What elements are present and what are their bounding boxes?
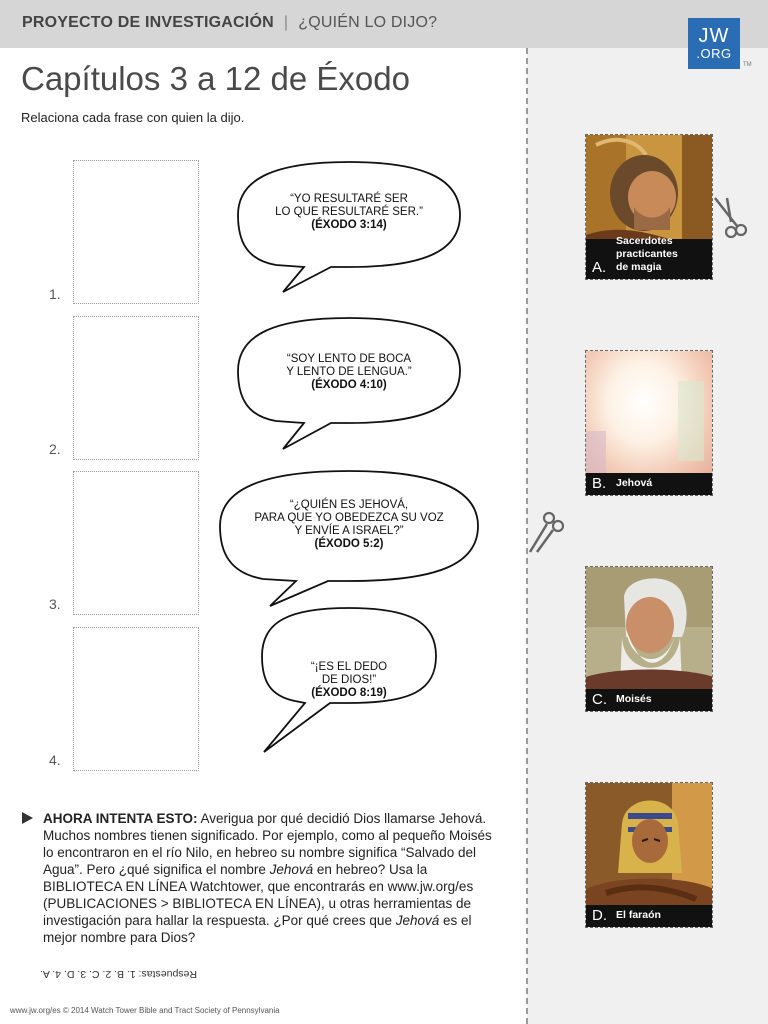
try-it-part: en hebreo? Usa la BIBLIOTECA EN LÍNEA Watchtower, que encontrarás en www.jw.org/es (PUBLICACIONES > BIBLIOTECA EN LÍNEA), u otras herramientas de investigación para hallar la respuesta. ¿Por qué crees que bbox=[43, 862, 474, 928]
card-caption bbox=[586, 905, 712, 927]
quote-line: Y ENVÍE A ISRAEL?” bbox=[294, 525, 404, 537]
quote-reference: (ÉXODO 4:10) bbox=[311, 379, 387, 391]
header-subtitle: ¿QUIÉN LO DIJO? bbox=[298, 14, 438, 31]
quote-line: DE DIOS!” bbox=[321, 674, 377, 686]
try-it-part: Averigua por qué decidió Dios llamarse Jehová. Muchos nombres tienen significado. Por ejemplo, como al pequeño Moisés lo encontraron en el río Nilo, en hebreo su nombre significa “Salvado del Agua”. Pero ¿qué significa el nombre bbox=[43, 811, 492, 877]
answer-box-1 bbox=[73, 160, 199, 304]
page-title: Capítulos 3 a 12 de Éxodo bbox=[21, 60, 410, 97]
scissors-icon bbox=[711, 196, 751, 240]
quote-line: “¡ES EL DEDO bbox=[310, 661, 388, 673]
item-number: 4. bbox=[49, 752, 61, 768]
speech-bubble-1 bbox=[236, 160, 462, 295]
header-title bbox=[22, 14, 437, 32]
cutout-card-c[interactable] bbox=[585, 566, 713, 712]
card-caption bbox=[586, 689, 712, 711]
card-caption bbox=[586, 235, 712, 279]
try-it-section bbox=[22, 810, 497, 946]
quote-line: “YO RESULTARÉ SER bbox=[290, 193, 408, 205]
copyright-footer: www.jw.org/es © 2014 Watch Tower Bible and Tract Society of Pennsylvania bbox=[10, 1006, 280, 1015]
card-letter: D. bbox=[592, 907, 607, 924]
play-arrow-icon bbox=[22, 812, 33, 824]
card-caption bbox=[586, 473, 712, 495]
speech-bubble-4 bbox=[260, 606, 438, 756]
card-label-line: practicantes bbox=[616, 248, 678, 260]
card-label-line: Sacerdotes bbox=[616, 235, 673, 247]
quote-reference: (ÉXODO 5:2) bbox=[314, 538, 384, 550]
quote-line: “¿QUIÉN ES JEHOVÁ, bbox=[289, 499, 409, 511]
cutout-card-a[interactable] bbox=[585, 134, 713, 280]
instruction-text: Relaciona cada frase con quien la dijo. bbox=[21, 110, 245, 125]
card-letter: B. bbox=[592, 475, 607, 492]
card-label-line: de magia bbox=[616, 261, 662, 273]
scissors-icon bbox=[527, 510, 565, 554]
try-it-lead: AHORA INTENTA ESTO: bbox=[43, 811, 198, 826]
answer-box-3 bbox=[73, 471, 199, 615]
quote-text bbox=[260, 661, 438, 700]
try-it-part: es el mejor nombre para Dios? bbox=[43, 913, 472, 945]
speech-bubble-2 bbox=[236, 316, 462, 452]
card-label: El faraón bbox=[616, 909, 661, 921]
card-label: Moisés bbox=[616, 693, 652, 705]
card-label bbox=[616, 235, 678, 274]
answer-box-4 bbox=[73, 627, 199, 771]
card-letter: A. bbox=[592, 259, 607, 276]
item-number: 1. bbox=[49, 286, 61, 302]
answers-upside-down: Respuestas: 1. B. 2. C. 3. D. 4. A. bbox=[40, 968, 197, 980]
card-label: Jehová bbox=[616, 477, 653, 489]
try-it-emphasis: Jehová bbox=[395, 913, 440, 928]
cutout-card-d[interactable] bbox=[585, 782, 713, 928]
quote-line: LO QUE RESULTARÉ SER.” bbox=[275, 206, 423, 218]
quote-reference: (ÉXODO 3:14) bbox=[311, 219, 387, 231]
answer-box-2 bbox=[73, 316, 199, 460]
try-it-emphasis: Jehová bbox=[269, 862, 314, 877]
quote-line: PARA QUE YO OBEDEZCA SU VOZ bbox=[254, 512, 444, 524]
quote-text bbox=[236, 353, 462, 392]
speech-bubble-3 bbox=[218, 469, 480, 609]
item-number: 3. bbox=[49, 596, 61, 612]
page-header bbox=[0, 0, 768, 48]
logo-text-domain: .ORG bbox=[696, 46, 732, 61]
item-number: 2. bbox=[49, 441, 61, 457]
trademark: TM bbox=[743, 62, 752, 68]
quote-line: “SOY LENTO DE BOCA bbox=[286, 353, 412, 365]
header-separator: | bbox=[283, 14, 289, 31]
quote-line: Y LENTO DE LENGUA.” bbox=[286, 366, 412, 378]
cutout-card-b[interactable] bbox=[585, 350, 713, 496]
try-it-text bbox=[43, 810, 497, 946]
quote-text bbox=[218, 499, 480, 551]
logo-text: JW bbox=[698, 25, 730, 47]
jw-org-logo[interactable] bbox=[688, 18, 740, 69]
quote-reference: (ÉXODO 8:19) bbox=[311, 687, 387, 699]
project-label: PROYECTO DE INVESTIGACIÓN bbox=[22, 14, 274, 31]
card-letter: C. bbox=[592, 691, 607, 708]
quote-text bbox=[236, 193, 462, 232]
